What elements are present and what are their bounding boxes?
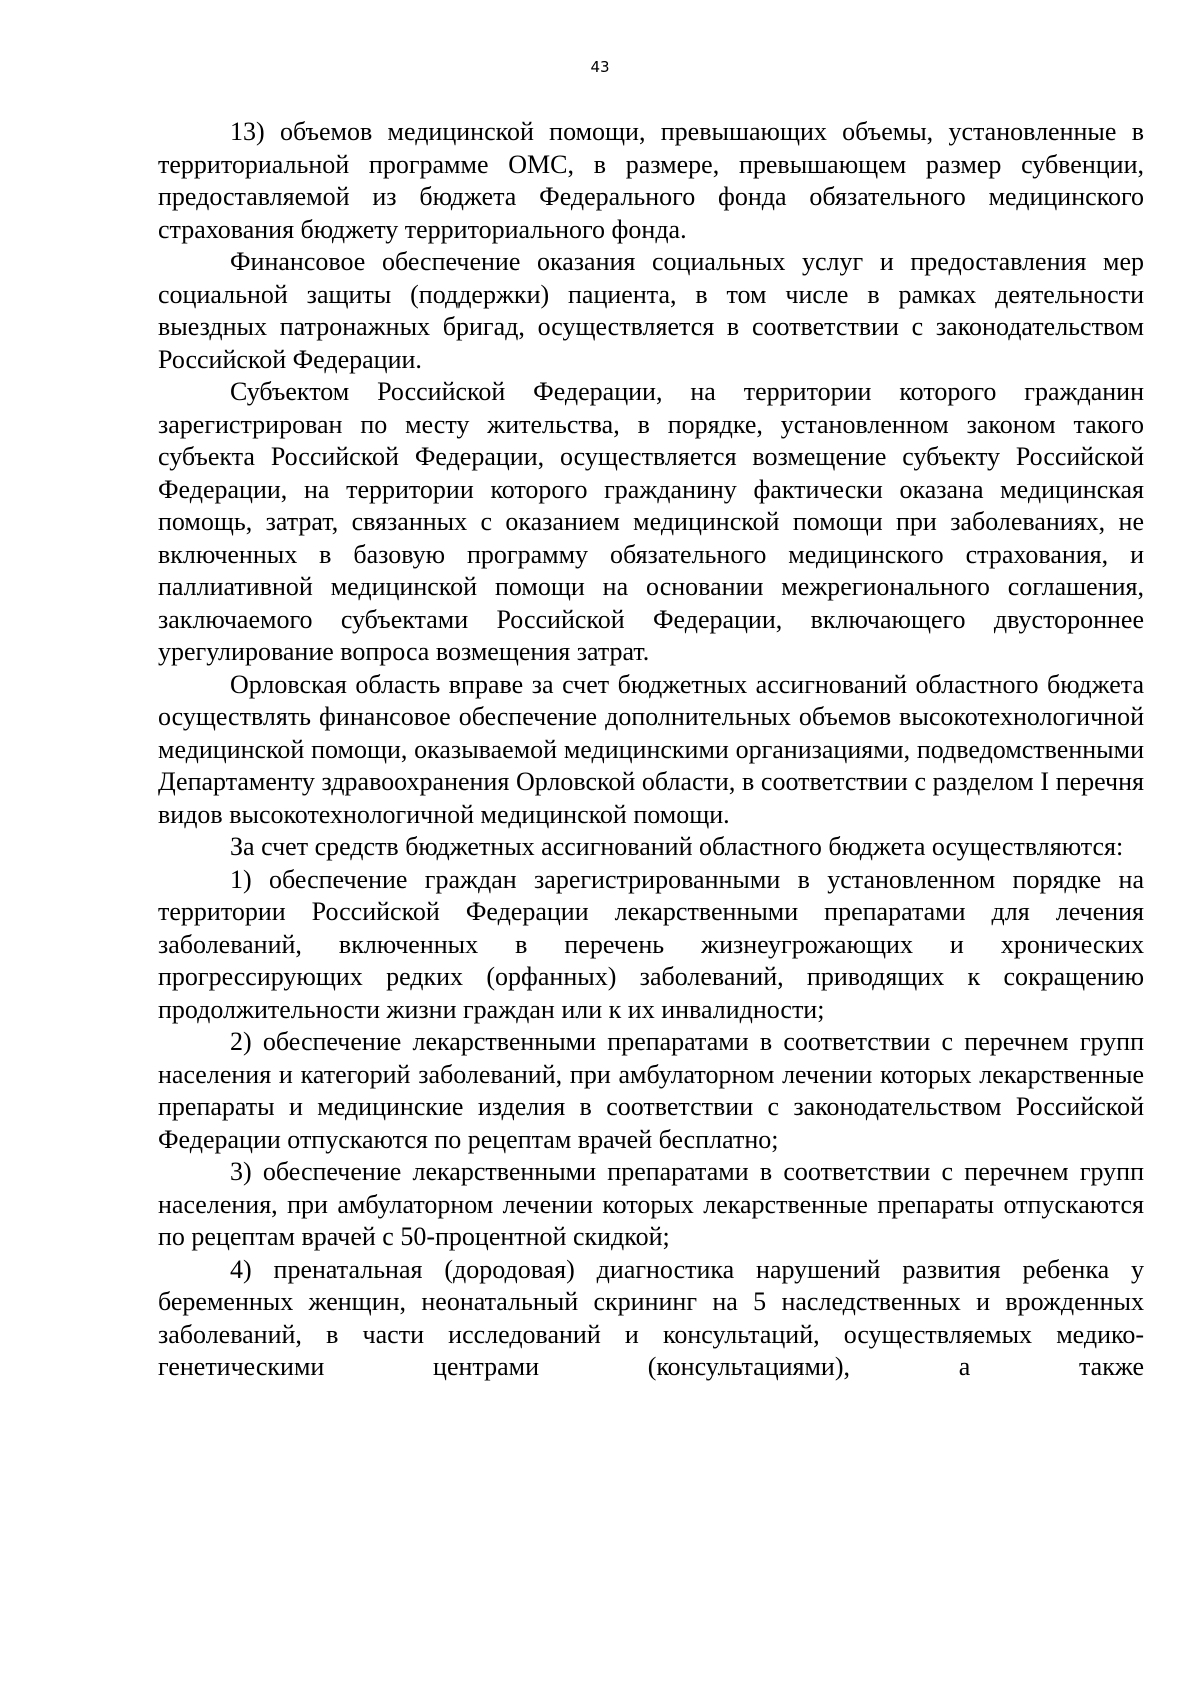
- list-item-4: 4) пренатальная (дородовая) диагностика нарушений развития ребенка у беременных женщин, неонатальный скрининг на 5 наследственных и врожденных заболеваний, в части исследований и консультаций, осуществляемых медико-генетическими центрами (консультациями), а также: [158, 1254, 1144, 1381]
- paragraph-regional-budget-intro: За счет средств бюджетных ассигнований областного бюджета осуществляются:: [230, 832, 1124, 861]
- list-item-1: 1) обеспечение граждан зарегистрированными в установленном порядке на территории Российской Федерации лекарственными препаратами для лечения заболеваний, включенных в перечень жизнеугрожающих и хронических прогрессирующих редких (орфанных) заболеваний, приводящих к сокращению продолжительности жизни граждан или к их инвалидности;: [158, 864, 1144, 1024]
- page-number: 43: [590, 58, 610, 76]
- document-body: [158, 116, 1144, 1384]
- paragraph-high-tech-care: Орловская область вправе за счет бюджетных ассигнований областного бюджета осуществлять финансовое обеспечение дополнительных объемов высокотехнологичной медицинской помощи, оказываемой медицинскими организациями, подведомственными Департаменту здравоохранения Орловской области, в соответствии с разделом I перечня видов высокотехнологичной медицинской помощи.: [158, 669, 1144, 829]
- paragraph-interregional-reimbursement: Субъектом Российской Федерации, на территории которого гражданин зарегистрирован по месту жительства, в порядке, установленном законом такого субъекта Российской Федерации, осуществляется возмещение субъекту Российской Федерации, на территории которого гражданину фактически оказана медицинская помощь, затрат, связанных с оказанием медицинской помощи при заболеваниях, не включенных в базовую программу обязательного медицинского страхования, и паллиативной медицинской помощи на основании межрегионального соглашения, заключаемого субъектами Российской Федерации, включающего двустороннее урегулирование вопроса возмещения затрат.: [158, 377, 1144, 666]
- list-item-3: 3) обеспечение лекарственными препаратами в соответствии с перечнем групп населения, при амбулаторном лечении которых лекарственные препараты отпускаются по рецептам врачей с 50-процентной скидкой;: [158, 1157, 1144, 1251]
- list-item-2: 2) обеспечение лекарственными препаратами в соответствии с перечнем групп населения и категорий заболеваний, при амбулаторном лечении которых лекарственные препараты и медицинские изделия в соответствии с законодательством Российской Федерации отпускаются по рецептам врачей бесплатно;: [158, 1027, 1144, 1154]
- paragraph-social-services-financing: Финансовое обеспечение оказания социальных услуг и предоставления мер социальной защиты (поддержки) пациента, в том числе в рамках деятельности выездных патронажных бригад, осуществляется в соответствии с законодательством Российской Федерации.: [158, 247, 1144, 374]
- paragraph-item-13: 13) объемов медицинской помощи, превышающих объемы, установленные в территориальной программе ОМС, в размере, превышающем размер субвенции, предоставляемой из бюджета Федерального фонда обязательного медицинского страхования бюджету территориального фонда.: [158, 117, 1144, 244]
